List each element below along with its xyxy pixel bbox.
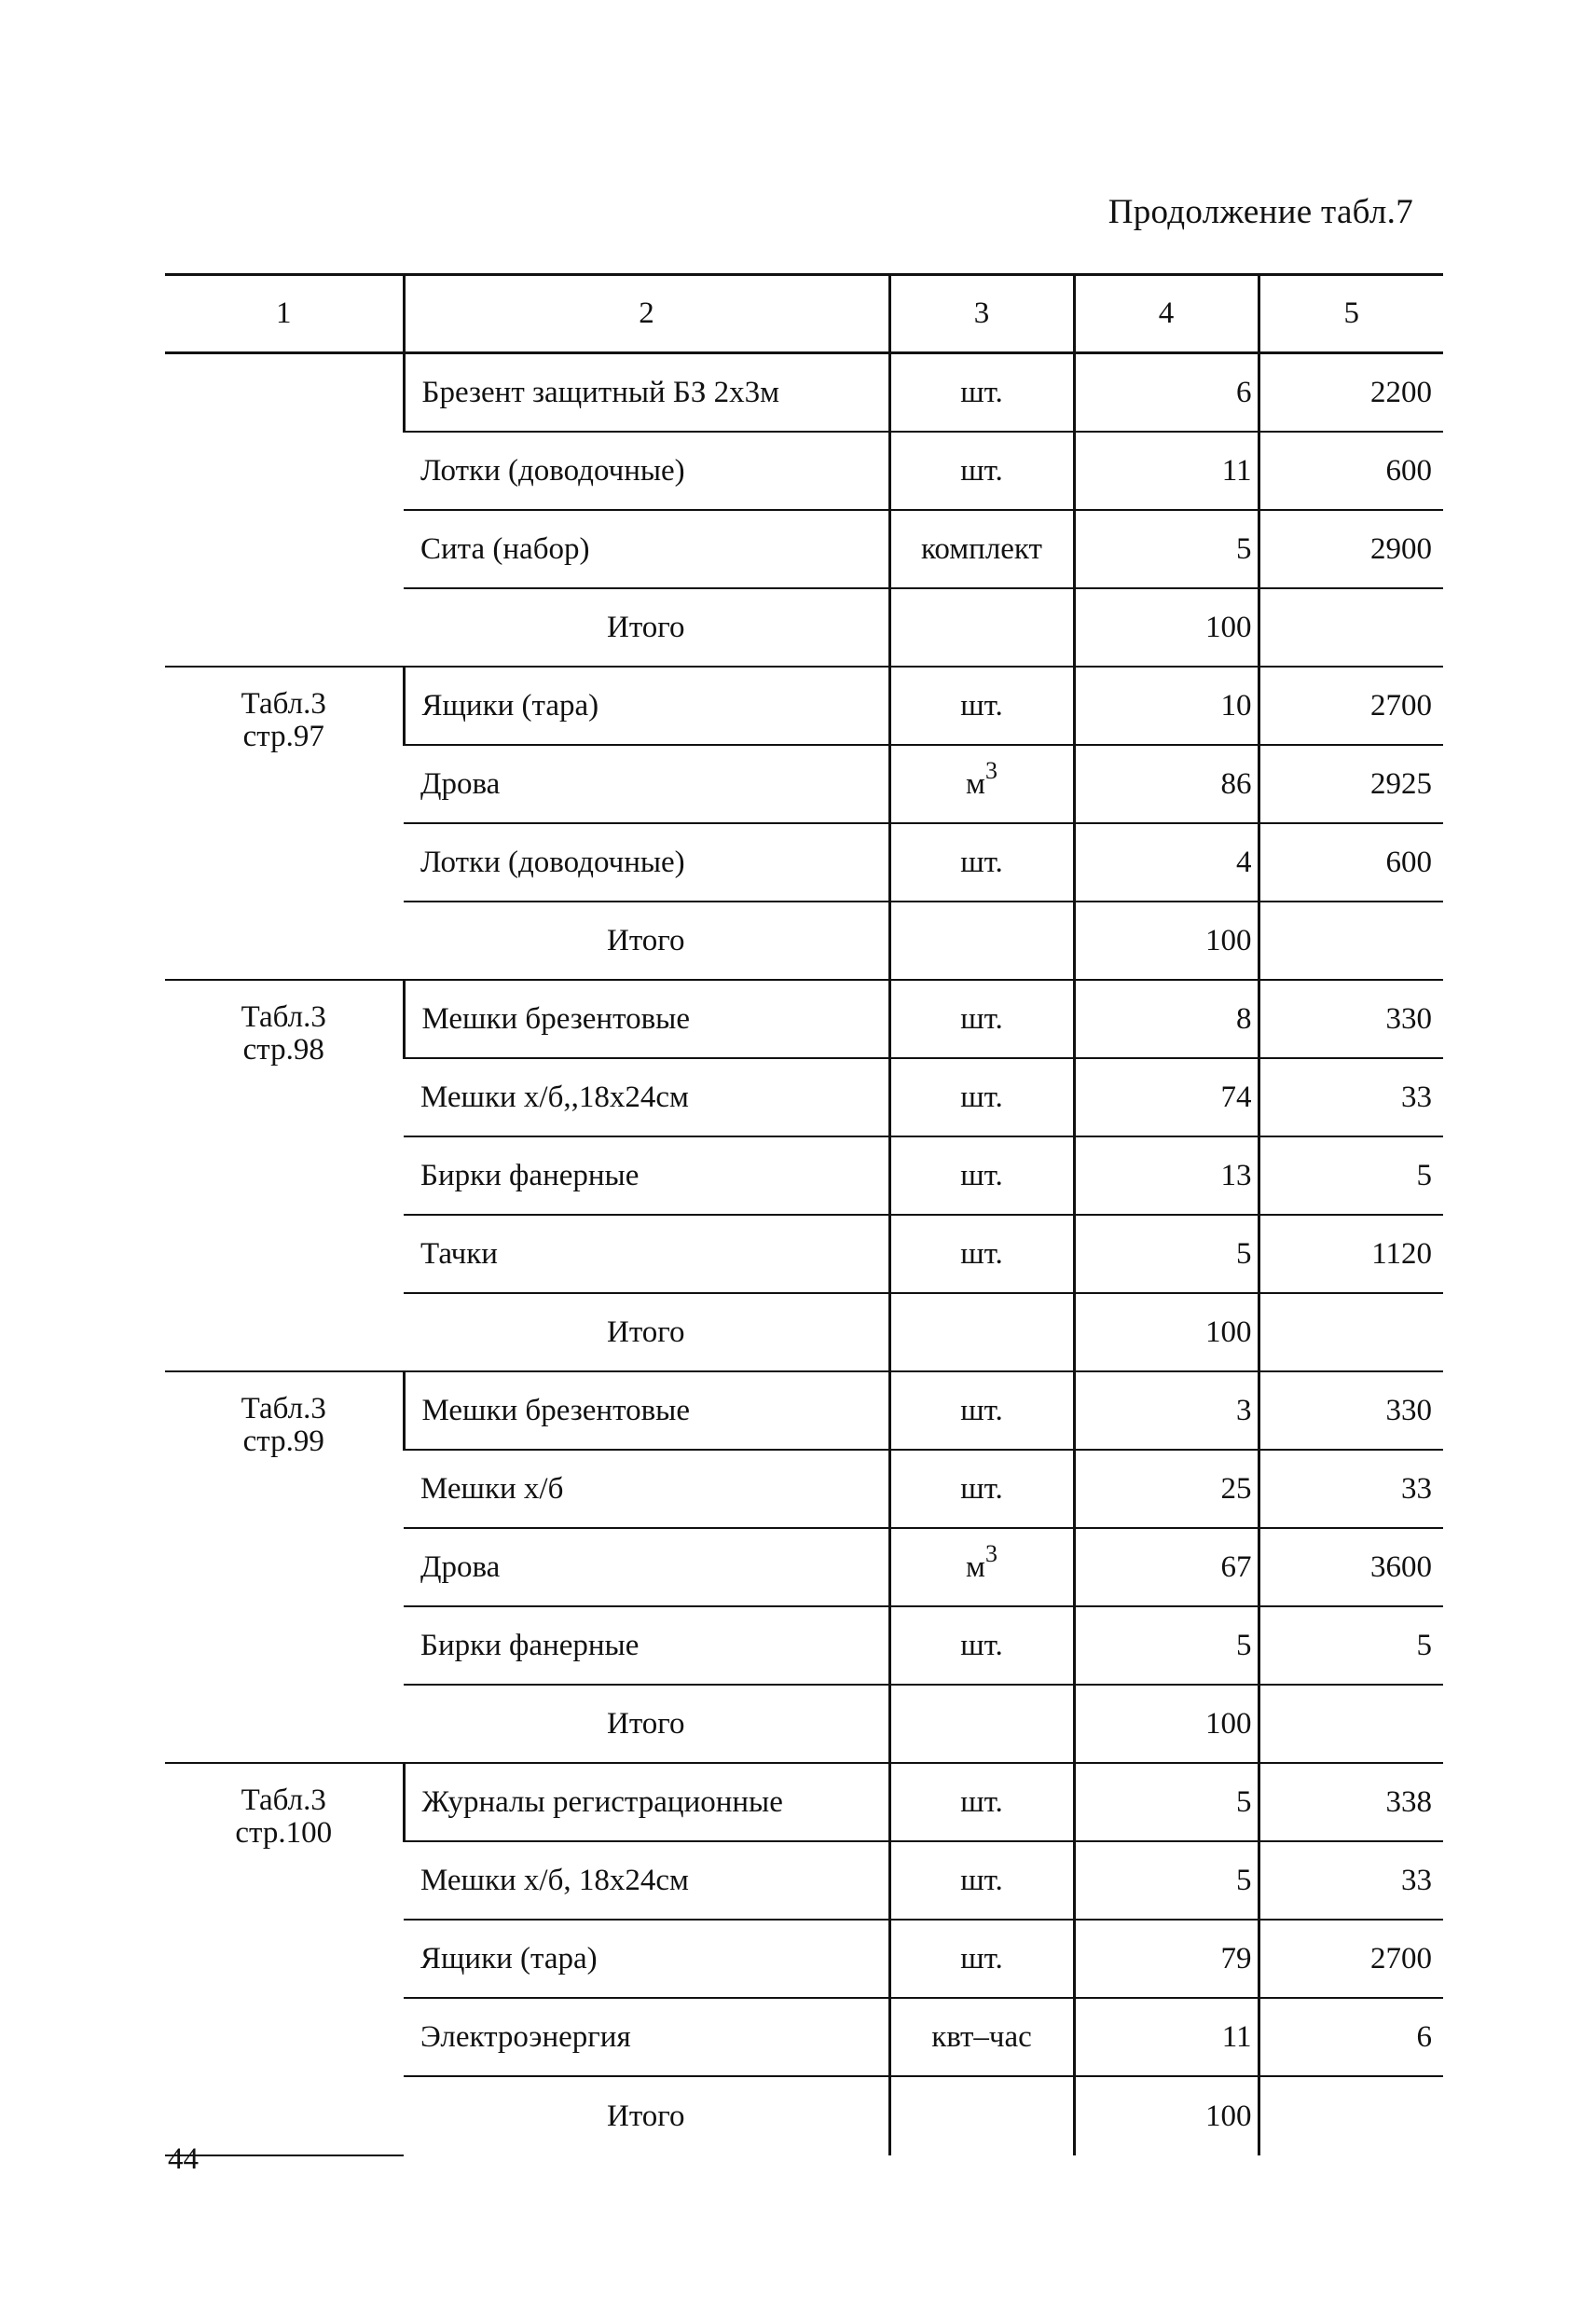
item-name: Тачки [404, 1215, 889, 1293]
unit-text: шт. [960, 688, 1003, 723]
share-value: 5 [1074, 1841, 1259, 1920]
share-value: 11 [1074, 1998, 1259, 2076]
share-value: 86 [1074, 745, 1259, 823]
unit-text: шт. [960, 1628, 1003, 1662]
table-body [165, 353, 1443, 2156]
price-value: 33 [1259, 1058, 1443, 1136]
total-label: Итого [404, 588, 889, 667]
table-row [165, 1763, 1443, 1841]
unit-text: шт. [960, 1471, 1003, 1506]
price-value: 33 [1259, 1841, 1443, 1920]
item-name: Дрова [404, 1528, 889, 1606]
reference-line: Табл.3 [241, 1000, 326, 1034]
table-continuation-caption: Продолжение табл.7 [1108, 193, 1413, 231]
empty-cell [1259, 1293, 1443, 1371]
unit-cell [889, 1763, 1074, 1841]
item-name: Брезент защитный БЗ 2х3м [404, 353, 889, 433]
reference-line: Табл.3 [241, 687, 326, 721]
empty-cell [889, 1685, 1074, 1763]
unit-cell [889, 1450, 1074, 1528]
unit-cell [889, 980, 1074, 1058]
price-value: 2700 [1259, 1920, 1443, 1998]
unit-text: шт. [960, 1393, 1003, 1427]
empty-cell [1259, 588, 1443, 667]
item-name: Бирки фанерные [404, 1136, 889, 1215]
share-value: 79 [1074, 1920, 1259, 1998]
item-name: Мешки х/б,,18х24см [404, 1058, 889, 1136]
unit-text: шт. [960, 1784, 1003, 1819]
unit-text: комплект [921, 531, 1042, 566]
unit-text: шт. [960, 1236, 1003, 1271]
item-name: Сита (набор) [404, 510, 889, 588]
price-value: 2925 [1259, 745, 1443, 823]
unit-cell [889, 1998, 1074, 2076]
total-value: 100 [1074, 588, 1259, 667]
total-value: 100 [1074, 902, 1259, 980]
share-value: 4 [1074, 823, 1259, 902]
column-header: 4 [1074, 275, 1259, 353]
unit-cell [889, 1136, 1074, 1215]
unit-text: шт. [960, 1001, 1003, 1036]
price-value: 2700 [1259, 667, 1443, 745]
price-value: 3600 [1259, 1528, 1443, 1606]
price-value: 600 [1259, 823, 1443, 902]
unit-cell [889, 510, 1074, 588]
unit-cell [889, 1606, 1074, 1685]
total-label: Итого [606, 2099, 685, 2133]
unit-cell [889, 1215, 1074, 1293]
column-header: 3 [889, 275, 1074, 353]
unit-cell [889, 1058, 1074, 1136]
item-name: Ящики (тара) [404, 667, 889, 745]
unit-text: м [966, 1549, 985, 1584]
share-value: 10 [1074, 667, 1259, 745]
total-label: Итого [404, 1685, 889, 1763]
item-name: Мешки брезентовые [404, 980, 889, 1058]
price-value: 5 [1259, 1136, 1443, 1215]
column-header: 5 [1259, 275, 1443, 353]
table-row [165, 353, 1443, 433]
item-name: Дрова [404, 745, 889, 823]
item-name: Бирки фанерные [404, 1606, 889, 1685]
item-name: Мешки брезентовые [404, 1371, 889, 1450]
reference-cell [165, 1371, 404, 1763]
reference-line: стр.100 [235, 1815, 333, 1850]
share-value: 6 [1074, 353, 1259, 433]
empty-cell [889, 2076, 1074, 2155]
item-name: Журналы регистрационные [404, 1763, 889, 1841]
table-row [165, 980, 1443, 1058]
unit-text: шт. [960, 453, 1003, 488]
unit-text: шт. [960, 1158, 1003, 1192]
empty-cell [1259, 2076, 1443, 2155]
price-value: 5 [1259, 1606, 1443, 1685]
price-value: 6 [1259, 1998, 1443, 2076]
unit-cell [889, 1371, 1074, 1450]
item-name: Электроэнергия [404, 1998, 889, 2076]
unit-exponent: 3 [984, 756, 998, 784]
share-value: 5 [1074, 1763, 1259, 1841]
column-header: 2 [404, 275, 889, 353]
reference-line: стр.97 [242, 719, 324, 753]
unit-cell [889, 745, 1074, 823]
unit-text: квт–час [931, 2019, 1032, 2054]
price-value: 2200 [1259, 353, 1443, 433]
unit-text: шт. [960, 1941, 1003, 1976]
unit-cell [889, 667, 1074, 745]
share-value: 5 [1074, 510, 1259, 588]
total-value: 100 [1074, 1685, 1259, 1763]
table-header-row [165, 275, 1443, 353]
table-row [165, 1371, 1443, 1450]
price-value: 1120 [1259, 1215, 1443, 1293]
share-value: 13 [1074, 1136, 1259, 1215]
share-value: 25 [1074, 1450, 1259, 1528]
reference-cell [165, 1763, 404, 2155]
unit-cell [889, 1920, 1074, 1998]
price-value: 338 [1259, 1763, 1443, 1841]
total-value: 100 [1074, 2076, 1259, 2155]
unit-text: шт. [960, 375, 1003, 409]
price-value: 2900 [1259, 510, 1443, 588]
item-name: Лотки (доводочные) [404, 823, 889, 902]
share-value: 5 [1074, 1606, 1259, 1685]
unit-text: шт. [960, 845, 1003, 879]
reference-cell [165, 353, 404, 668]
empty-cell [1259, 1685, 1443, 1763]
empty-cell [889, 588, 1074, 667]
share-value: 5 [1074, 1215, 1259, 1293]
reference-line: Табл.3 [241, 1392, 326, 1425]
price-value: 330 [1259, 1371, 1443, 1450]
table-row [165, 667, 1443, 745]
item-name: Ящики (тара) [404, 1920, 889, 1998]
total-value: 100 [1074, 1293, 1259, 1371]
empty-cell [889, 902, 1074, 980]
price-value: 600 [1259, 432, 1443, 510]
unit-cell [889, 1528, 1074, 1606]
materials-table [165, 273, 1443, 2156]
unit-exponent: 3 [984, 1539, 998, 1567]
share-value: 8 [1074, 980, 1259, 1058]
reference-line: Табл.3 [241, 1783, 326, 1817]
price-value: 330 [1259, 980, 1443, 1058]
unit-cell [889, 1841, 1074, 1920]
page-number: 44 [168, 2142, 199, 2176]
reference-line: стр.98 [242, 1032, 324, 1067]
price-value: 33 [1259, 1450, 1443, 1528]
share-value: 67 [1074, 1528, 1259, 1606]
unit-text: шт. [960, 1080, 1003, 1114]
total-label: Итого [404, 1293, 889, 1371]
unit-cell [889, 432, 1074, 510]
reference-line: стр.99 [242, 1424, 324, 1458]
reference-cell [165, 667, 404, 980]
share-value: 3 [1074, 1371, 1259, 1450]
unit-cell [889, 353, 1074, 433]
total-label: Итого [404, 902, 889, 980]
item-name: Мешки х/б, 18х24см [404, 1841, 889, 1920]
empty-cell [1259, 902, 1443, 980]
item-name: Мешки х/б [404, 1450, 889, 1528]
column-header: 1 [165, 275, 404, 353]
unit-text: м [966, 766, 985, 801]
empty-cell [889, 1293, 1074, 1371]
unit-cell [889, 823, 1074, 902]
unit-text: шт. [960, 1863, 1003, 1897]
share-value: 74 [1074, 1058, 1259, 1136]
share-value: 11 [1074, 432, 1259, 510]
item-name: Лотки (доводочные) [404, 432, 889, 510]
reference-cell [165, 980, 404, 1371]
